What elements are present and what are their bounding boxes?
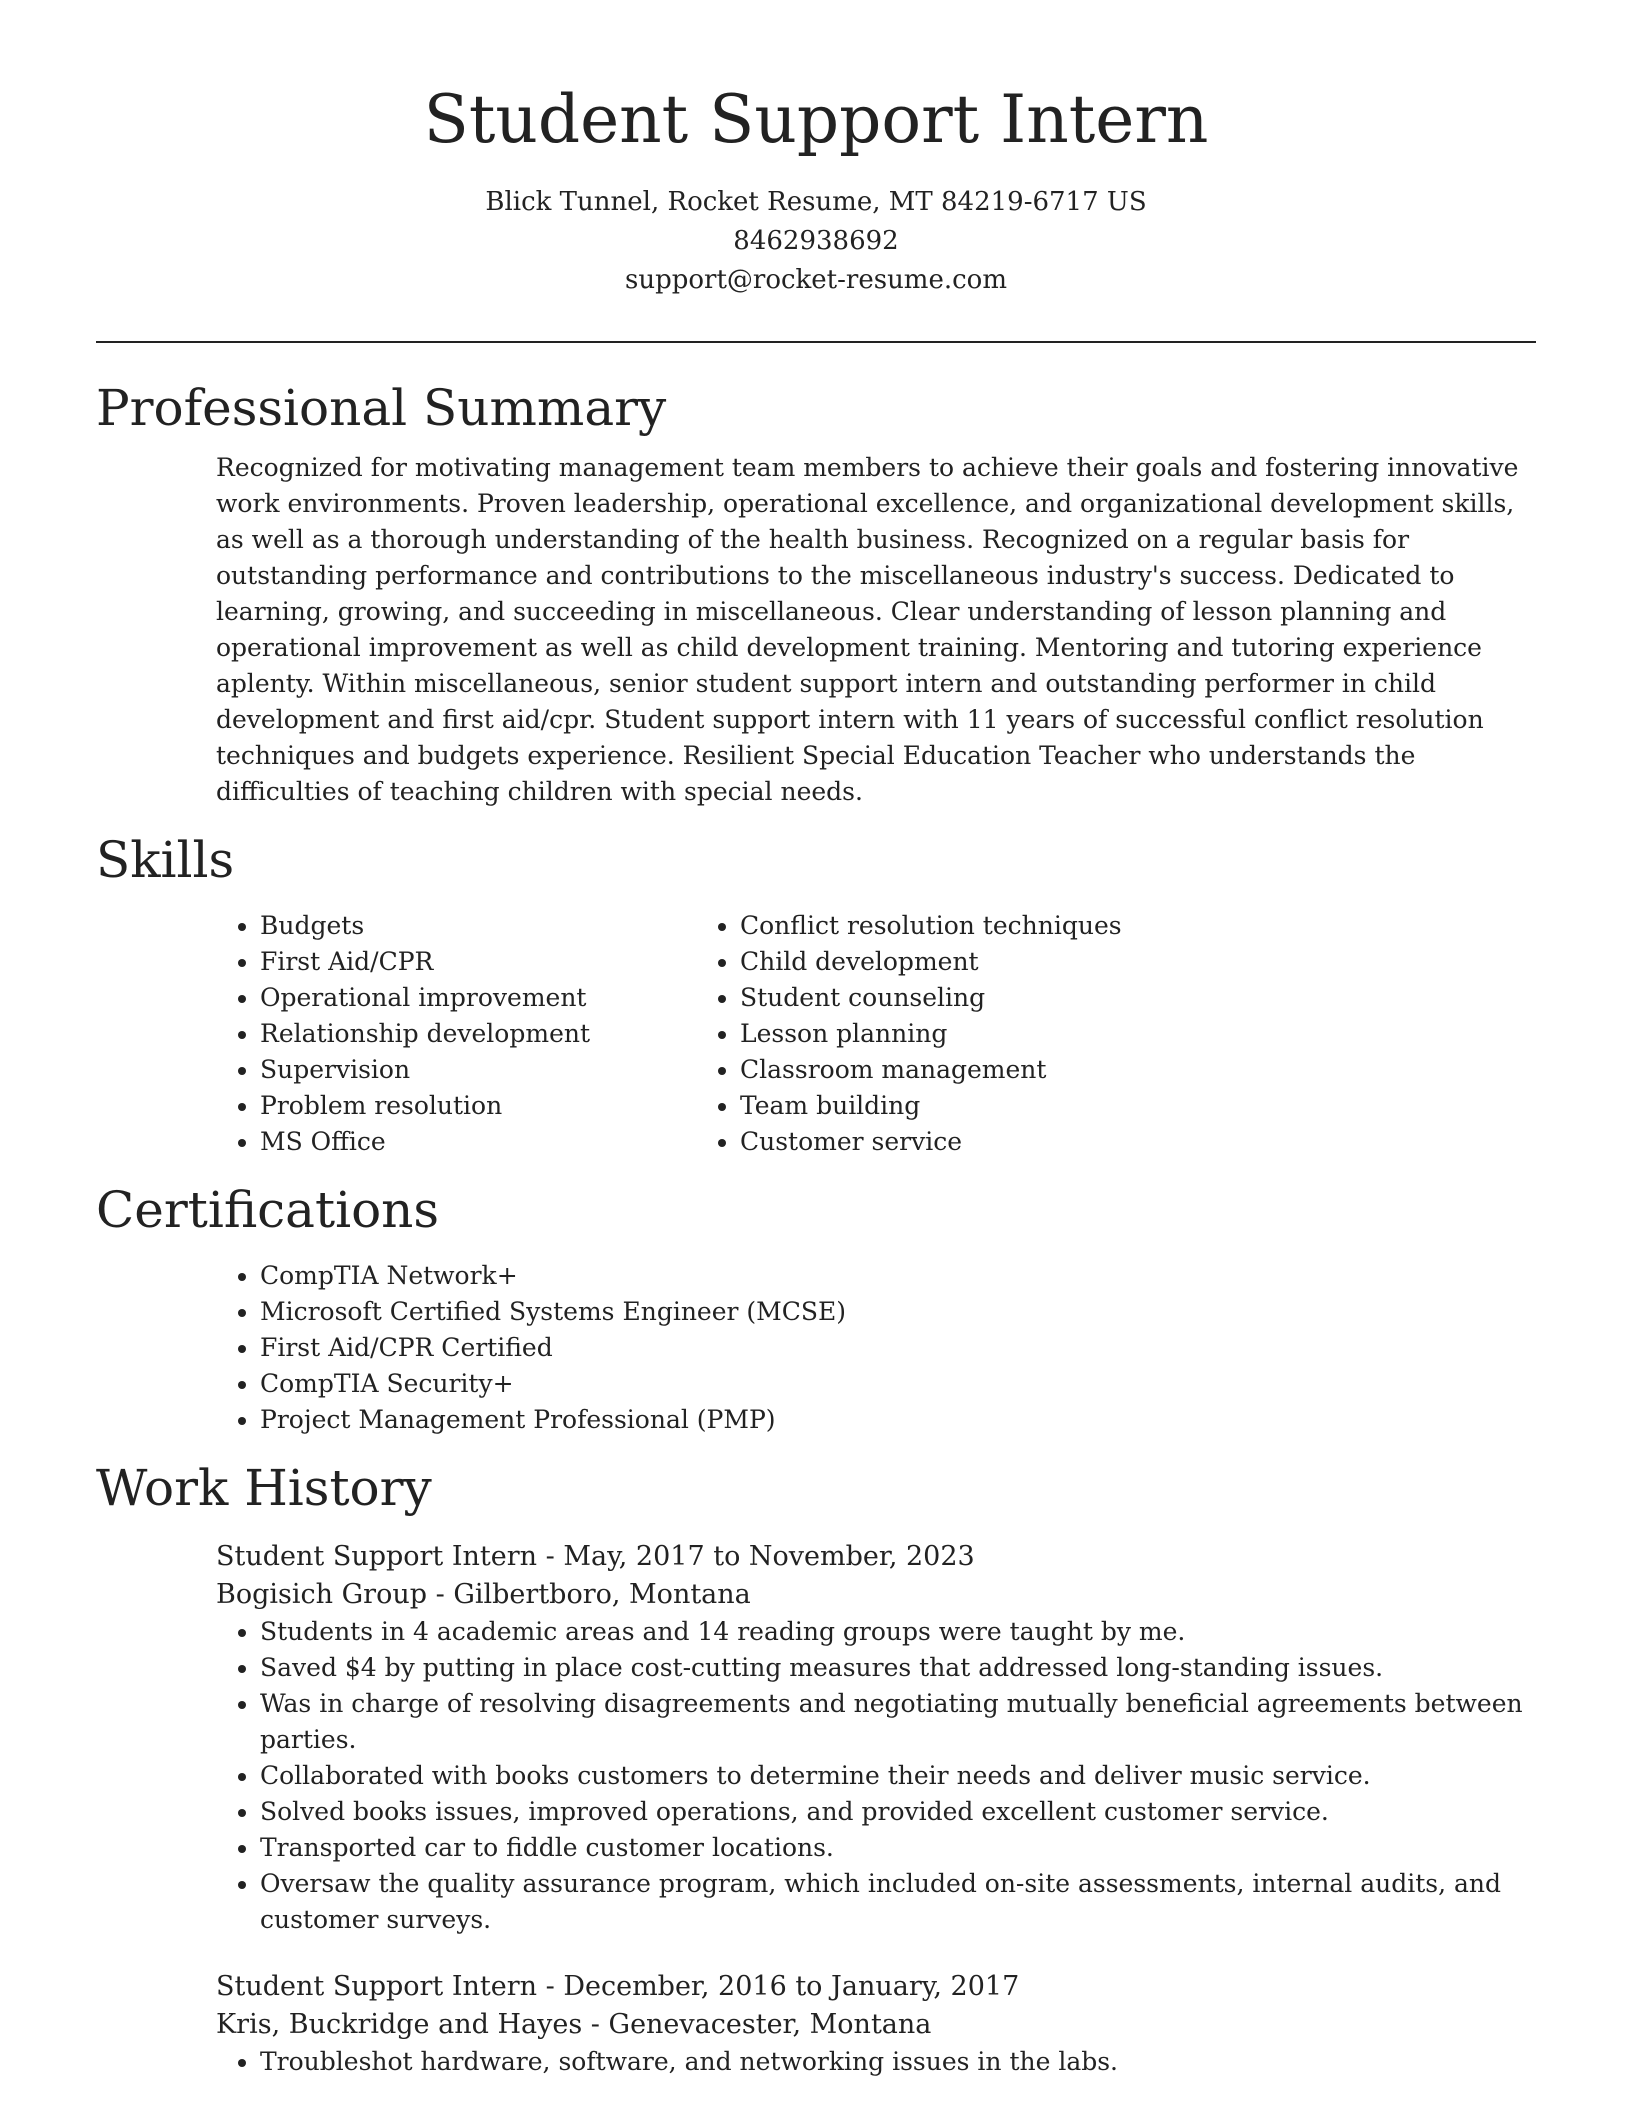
skill-item: • Student counseling (740, 980, 1390, 1016)
header-divider (96, 341, 1536, 343)
job-bullet: • Collaborated with books customers to determine their needs and deliver music service. (260, 1758, 1536, 1794)
job-company: Bogisich Group (216, 1579, 428, 1610)
job-bullet: • Was in charge of resolving disagreements and negotiating mutually beneficial agreements between parties. (260, 1686, 1536, 1758)
resume-body (96, 378, 1536, 2080)
skill-item: • MS Office (260, 1124, 746, 1160)
job-title: Student Support Intern (216, 1971, 538, 2002)
skill-item: • Operational improvement (260, 980, 746, 1016)
job-bullet: • Oversaw the quality assurance program, which included on-site assessments, internal audits, and customer surveys. (260, 1866, 1536, 1938)
skills-heading: Skills (96, 831, 235, 889)
skill-item: • Classroom management (740, 1052, 1390, 1088)
job-entry (96, 1538, 1536, 1938)
job-bullets (96, 1614, 1536, 1938)
skill-item: • Relationship development (260, 1016, 746, 1052)
work-history-section (96, 1458, 1536, 2080)
address-text: Blick Tunnel, Rocket Resume, MT 84219-6717 US (485, 186, 1147, 217)
separator: - (537, 1541, 564, 1572)
job-bullet: • Students in 4 academic areas and 14 reading groups were taught by me. (260, 1614, 1536, 1650)
job-dates: December, 2016 to January, 2017 (563, 1971, 1020, 2002)
skills-column-right (740, 908, 1390, 1160)
job-entry (96, 1968, 1536, 2080)
job-title-line (216, 1968, 1536, 2006)
certifications-list (96, 1258, 1536, 1438)
contact-info (0, 183, 1632, 300)
skill-item: • Team building (740, 1088, 1390, 1124)
phone-text: 8462938692 (733, 225, 899, 256)
skills-list-left (96, 908, 746, 1160)
summary-text: Recognized for motivating management team members to achieve their goals and fostering innovative work environments. Proven leadership, operational excellence, and organizational development skills, as well as a thorough understanding of the health business. Recognized on a regular basis for outstanding performance and contributions to the miscellaneous industry's success. Dedicated to learning, growing, and succeeding in miscellaneous. Clear understanding of lesson planning and operational improvement as well as child development training. Mentoring and tutoring experience aplenty. Within miscellaneous, senior student support intern and outstanding performer in child development and first aid/cpr. Student support intern with 11 years of successful conflict resolution techniques and budgets experience. Resilient Special Education Teacher who understands the difficulties of teaching children with special needs. (216, 453, 1519, 806)
job-title-line (216, 1538, 1536, 1576)
job-bullet: • Solved books issues, improved operations, and provided excellent customer service. (260, 1794, 1536, 1830)
job-company-line (216, 2006, 1536, 2044)
skills-column-left (96, 908, 746, 1160)
certification-item: • CompTIA Security+ (260, 1366, 1536, 1402)
skill-item: • First Aid/CPR (260, 944, 746, 980)
skill-item: • Supervision (260, 1052, 746, 1088)
skills-columns (96, 908, 1536, 1160)
certification-item: • Project Management Professional (PMP) (260, 1402, 1536, 1438)
skill-item: • Problem resolution (260, 1088, 746, 1124)
skill-item: • Budgets (260, 908, 746, 944)
separator: - (427, 1579, 454, 1610)
job-list (96, 1538, 1536, 2080)
certification-item: • First Aid/CPR Certified (260, 1330, 1536, 1366)
certifications-heading: Certifications (96, 1181, 440, 1239)
email-text: support@rocket-resume.com (624, 264, 1007, 295)
skill-item: • Child development (740, 944, 1390, 980)
skill-item: • Conflict resolution techniques (740, 908, 1390, 944)
candidate-name: Student Support Intern (423, 81, 1209, 158)
job-bullet: • Saved $4 by putting in place cost-cutting measures that addressed long-standing issues. (260, 1650, 1536, 1686)
certifications-section (96, 1180, 1536, 1438)
skill-item: • Customer service (740, 1124, 1390, 1160)
job-title: Student Support Intern (216, 1541, 538, 1572)
job-dates: May, 2017 to November, 2023 (563, 1541, 975, 1572)
summary-heading: Professional Summary (96, 379, 667, 437)
job-bullets (96, 2044, 1536, 2080)
job-location: Gilbertboro, Montana (453, 1579, 751, 1610)
resume-header (0, 0, 1632, 300)
certification-item: • CompTIA Network+ (260, 1258, 1536, 1294)
job-location: Genevacester, Montana (608, 2009, 932, 2040)
job-bullet: • Troubleshot hardware, software, and networking issues in the labs. (260, 2044, 1536, 2080)
skills-list-right (740, 908, 1390, 1160)
skill-item: • Lesson planning (740, 1016, 1390, 1052)
job-bullet: • Transported car to fiddle customer locations. (260, 1830, 1536, 1866)
certification-item: • Microsoft Certified Systems Engineer (MCSE) (260, 1294, 1536, 1330)
job-company-line (216, 1576, 1536, 1614)
job-company: Kris, Buckridge and Hayes (216, 2009, 583, 2040)
separator: - (537, 1971, 564, 2002)
work-history-heading: Work History (96, 1459, 432, 1517)
separator: - (582, 2009, 609, 2040)
summary-section (96, 378, 1536, 810)
skills-section (96, 830, 1536, 1160)
